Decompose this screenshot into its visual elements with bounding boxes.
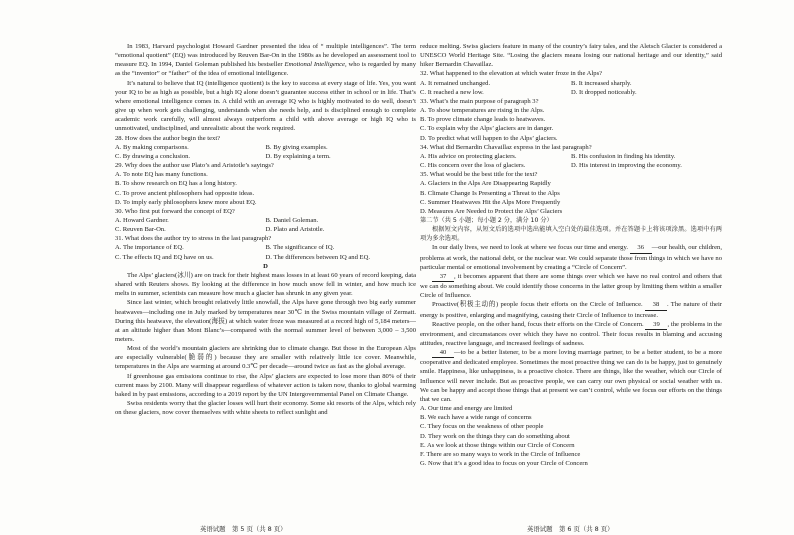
blank-36[interactable]: 36 (630, 243, 652, 253)
passage-d-paragraph-1: The Alps’ glaciers(冰川) are on track for their highest mass losses in at least 60 years of record keeping, data shared with Reuters shows. By looking at the difference in how much snow fell in winter, and how much ice melts in summer, scientists can measure how much a glacier has shrunk in any given year. (115, 271, 416, 298)
option-d: D. To imply early philosophers knew more about EQ. (115, 198, 257, 206)
option-d: D. By explaining a term. (265, 152, 331, 160)
text: , the problems in the environment, and circumstances over which they have no control. Their focus results in blaming and accusing attitudes, reactive language, and increased feelings of sadness. (420, 320, 722, 347)
blank-40[interactable]: 40 (432, 348, 454, 358)
passage-c-paragraph-2: It’s natural to believe that IQ (intelligence quotient) is the key to success at every stage of life. Yes, you want your IQ to be as high as possible, but a high IQ alone doesn’t guarantee success either in school or in life. That’s where emotional intelligence comes in. A child with an average IQ who is highly motivated to do well, doesn’t give up when work gets challenging, understands when she needs help, and is disciplined enough to complete academic work carefully, will almost always outperform a child with above average or high IQ who is unmotivated, undisciplined, and unrealistic about the work required. (115, 79, 416, 133)
option-c: C. His concern over the loss of glaciers. (420, 162, 526, 170)
option-c: C. Reuven Bar-On. (115, 226, 166, 234)
cloze-paragraph-3 (420, 300, 722, 319)
option-a: A. It remained unchanged. (420, 79, 491, 87)
page-5-footer: 英语试题 第 5 页（共 8 页） (200, 525, 287, 533)
option-b: B. By giving examples. (265, 143, 328, 151)
section-d-heading: D (263, 262, 268, 270)
option-b: B. To prove climate change leads to heatwaves. (420, 116, 546, 124)
blank-37[interactable]: 37 (432, 272, 454, 282)
cloze-option-f: F. There are so many ways to work in the Circle of Influence (420, 450, 581, 458)
question-28: 28. How does the author begin the text? (115, 134, 221, 142)
question-34-options (420, 152, 722, 161)
cloze-option-b: B. We each have a wide range of concerns (420, 414, 532, 422)
blank-39[interactable]: 39 (645, 320, 667, 330)
cloze-paragraph-4 (420, 320, 722, 348)
section-2-instructions: 根据短文内容，从短文后的选项中选出能填入空白处的最佳选项。并在答题卡上将该项涂黑。选项中有两项为多余选项。 (420, 226, 722, 243)
text: , it becomes apparent that there are some things over which we have no real control and others that we can do something about. We could identify those concerns in the latter group by limiting them within a smaller Circle of Influence. (420, 272, 722, 300)
option-a: A. The importance of EQ. (115, 244, 184, 252)
cloze-option-d: D. They work on the things they can do something about (420, 432, 570, 440)
passage-d-paragraph-5: Swiss residents worry that the glacier losses will hurt their economy. Some ski resorts of the Alps, which rely on these glaciers, now cover themselves with white sheets to reflect sunlight and (115, 400, 416, 417)
question-30-options (115, 216, 416, 225)
option-b: B. To show research on EQ has a long history. (115, 180, 237, 188)
option-a: A. By making comparisons. (115, 143, 189, 151)
question-30: 30. Who first put forward the concept of EQ? (115, 207, 235, 215)
page-6-column (420, 42, 722, 468)
book-title: Emotional Intelligence (284, 61, 345, 69)
option-b: B. Climate Change Is Presenting a Threat to the Alps (420, 189, 560, 197)
cloze-option-g: G. Now that it’s a good idea to focus on your Circle of Concern (420, 460, 588, 468)
blank-38[interactable]: 38 (645, 300, 667, 310)
question-35: 35. What would be the best title for the text? (420, 171, 538, 179)
passage-d-paragraph-4: If greenhouse gas emissions continue to rise, the Alps’ glaciers are expected to lose more than 80% of their current mass by 2100. Many will disappear regardless of whatever action is taken now, thanks to global warming baked in by past emissions, according to a 2019 report by the UN Intergovernmental Panel on Climate Change. (115, 372, 416, 398)
text: Proactive(积极主动的) people focus their efforts on the Circle of Influence. (432, 301, 645, 309)
option-d: D. It dropped noticeably. (571, 88, 637, 96)
question-32-options (420, 88, 722, 97)
cloze-option-c: C. They focus on the weakness of other people (420, 423, 544, 431)
option-a: A. To show temperatures are rising in the Alps. (420, 107, 545, 115)
cloze-paragraph-5 (420, 348, 722, 404)
option-d: D. Measures Are Needed to Protect the Alps’ Glaciers (420, 207, 563, 215)
option-c: C. To explain why the Alps’ glaciers are in danger. (420, 125, 554, 133)
cloze-option-e: E. As we look at those things within our Circle of Concern (420, 441, 575, 449)
passage-d-paragraph-2: Since last winter, which brought relatively little snowfall, the Alps have gone through two big early summer heatwaves—including one in July marked by temperatures near 30℃ in the Swiss mountain village of Zermatt. During this heatwave, the elevation(海拔) at which water froze was measured at a record high of 5,184 meters—at an altitude higher than Mont Blanc’s—compared with the normal summer level of between 3,000 – 3,500 meters. (115, 299, 416, 343)
option-c: C. It reached a new low. (420, 88, 484, 96)
question-34: 34. What did Bernardin Chavaillaz express in the last paragraph? (420, 143, 592, 151)
question-33: 33. What’s the main purpose of paragraph 3? (420, 97, 539, 105)
question-31-options (115, 243, 416, 252)
text: —to be a better listener, to be a more loving marriage partner, to be a better student, to be a more cooperative and dedicated employee. Sometimes the most proactive thing we can do is be happy, just to genuinely smile. Happiness, like unhappiness, is a proactive choice. There are things, like the weather, which our Circle of Influence will never include. But as proactive people, we can carry our own physical or social weather with us. We can be happy and accept those things that at present we can’t control, while we focus our efforts on the things that we can. (420, 349, 722, 403)
option-d: D. To predict what will happen to the Alps’ glaciers. (420, 134, 558, 142)
page-6-footer: 英语试题 第 6 页（共 8 页） (527, 525, 614, 533)
question-29: 29. Why does the author use Plato’s and Aristotle’s sayings? (115, 162, 274, 170)
option-d: D. His interest in improving the economy. (571, 162, 682, 170)
option-a: A. To note EQ has many functions. (115, 171, 208, 179)
option-c: C. The effects IQ and EQ have on us. (115, 253, 214, 261)
option-b: B. The significance of IQ. (265, 244, 335, 252)
passage-d-continued: reduce melting. Swiss glaciers feature in many of the country’s fairy tales, and the Aletsch Glacier is considered a UNESCO World Heritage Site. “Losing the glaciers means losing our national heritage and our identity,” said hiker Bernardin Chavaillaz. (420, 43, 722, 69)
text: In 1983, Harvard psychologist Howard Gardner presented the idea of “ multiple intelligences”. The term “emotional quotient” (EQ) was introduced by Reuven Bar-On in the 1980s as he developed an assessment tool to measure EQ. In 1994, Daniel Goleman published his bestseller (115, 43, 416, 69)
option-b: B. Daniel Goleman. (265, 216, 319, 224)
question-28-options (115, 143, 416, 152)
option-b: B. It increased sharply. (571, 79, 632, 87)
option-a: A. His advice on protecting glaciers. (420, 152, 517, 160)
cloze-option-a: A. Our time and energy are limited (420, 405, 513, 413)
question-31-options (115, 253, 416, 262)
option-c: C. By drawing a conclusion. (115, 152, 191, 160)
option-b: B. His confusion in finding his identity. (571, 152, 676, 160)
text: , who is regarded by many as the “inventor” or “father” of the idea of emotional intelligence. (115, 61, 416, 78)
question-30-options (115, 225, 416, 234)
passage-c-paragraph-1 (115, 42, 416, 79)
question-32: 32. What happened to the elevation at which water froze in the Alps? (420, 70, 603, 78)
text: Reactive people, on the other hand, focus their efforts on the Circle of Concern. (432, 320, 646, 328)
option-c: C. Summer Heatwaves Hit the Alps More Frequently (420, 198, 561, 206)
cloze-paragraph-2 (420, 272, 722, 300)
text: . The nature of their energy is positive, enlarging and magnifying, causing their Circle of Influence to increase. (420, 301, 722, 319)
question-31: 31. What does the author try to stress in the last paragraph? (115, 235, 272, 243)
cloze-paragraph-1 (420, 243, 722, 271)
question-28-options (115, 152, 416, 161)
passage-d-paragraph-3: Most of the world’s mountain glaciers are shrinking due to climate change. But those in the European Alps are especially vulnerable(脆弱的) because they are smaller with relatively little ice cover. Meanwhile, temperatures in the Alps are warming at around 0.3℃ per decade—around twice as fast as the global average. (115, 345, 416, 371)
option-d: D. The differences between IQ and EQ. (265, 253, 370, 261)
option-a: A. Howard Gardner. (115, 216, 169, 224)
text: —our health, our children, problems at work, the national debt, or the nuclear war. We could separate those from things in which we have no particular mental or emotional involvement by creating a “Circle of Concern”. (420, 244, 722, 271)
text: In our daily lives, we need to look at where we focus our time and energy. (432, 244, 630, 252)
option-a: A. Glaciers in the Alps Are Disappearing Rapidly (420, 180, 551, 188)
page-5-column (115, 42, 416, 417)
section-2-title: 第二节（共 5 小题；每小题 2 分，满分 10 分） (420, 216, 553, 224)
question-32-options (420, 79, 722, 88)
question-34-options (420, 161, 722, 170)
option-c: C. To prove ancient philosophers had opposite ideas. (115, 189, 255, 197)
option-d: D. Plato and Aristotle. (265, 226, 325, 234)
